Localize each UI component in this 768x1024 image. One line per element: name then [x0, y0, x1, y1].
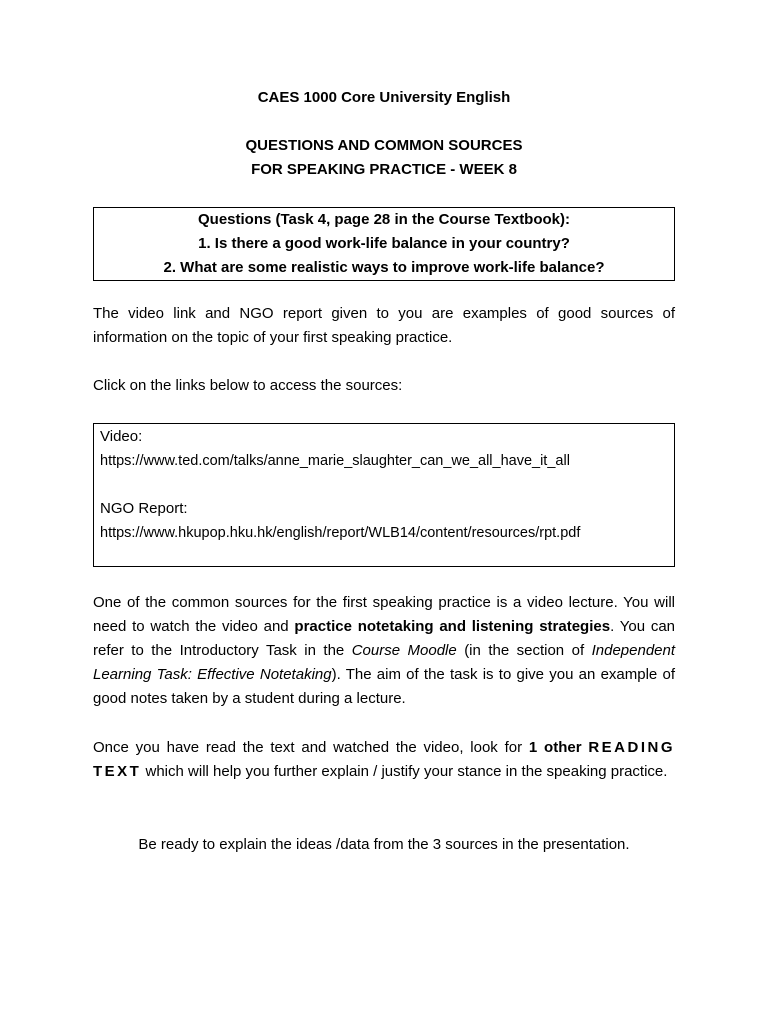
p3-text-c: . You can refer to the Introductory Task in the: [93, 618, 676, 659]
subtitle-line-1: QUESTIONS AND COMMON SOURCES: [245, 137, 523, 154]
spacer: [100, 473, 668, 497]
p3-text-a: One of the common sources for the first speaking practice is a video lecture. You will need to watch the video and: [93, 594, 675, 635]
reading-paragraph: [93, 736, 675, 784]
p3-italic-moodle: Course Moodle: [351, 642, 457, 659]
p3-bold-strategies: practice notetaking and listening strategies: [294, 618, 611, 635]
sources-box: [93, 423, 675, 567]
closing-line: Be ready to explain the ideas /data from the 3 sources in the presentation.: [138, 836, 630, 853]
p4-text-a: Once you have read the text and watched the video, look for: [93, 739, 529, 756]
question-1: 1. Is there a good work-life balance in your country?: [198, 235, 570, 252]
p3-italic-task: Independent Learning Task: Effective Notetaking: [93, 642, 676, 683]
links-instruction: Click on the links below to access the sources:: [93, 377, 403, 394]
p4-bold-reading-text: READING TEXT: [93, 739, 676, 780]
question-2: 2. What are some realistic ways to improve work-life balance?: [163, 259, 605, 276]
questions-heading: Questions (Task 4, page 28 in the Course Textbook):: [197, 211, 571, 228]
p4-text-d: which will help you further explain / justify your stance in the speaking practice.: [141, 763, 668, 780]
p3-text-e: (in the section of: [456, 642, 592, 659]
intro-paragraph: The video link and NGO report given to you are examples of good sources of information on the topic of your first speaking practice.: [93, 305, 675, 346]
report-label: NGO Report:: [100, 500, 188, 517]
report-link[interactable]: https://www.hkupop.hku.hk/english/report/WLB14/content/resources/rpt.pdf: [100, 525, 581, 541]
video-label: Video:: [100, 428, 143, 445]
p4-bold-other: 1 other: [528, 739, 582, 756]
notetaking-paragraph: [93, 591, 675, 711]
course-title: CAES 1000 Core University English: [257, 89, 511, 106]
p3-text-g: ). The aim of the task is to give you an example of good notes taken by a student during a lecture.: [93, 666, 675, 707]
video-link[interactable]: https://www.ted.com/talks/anne_marie_slaughter_can_we_all_have_it_all: [100, 453, 570, 469]
questions-box: [93, 207, 675, 281]
subtitle-line-2: FOR SPEAKING PRACTICE - WEEK 8: [251, 161, 517, 178]
